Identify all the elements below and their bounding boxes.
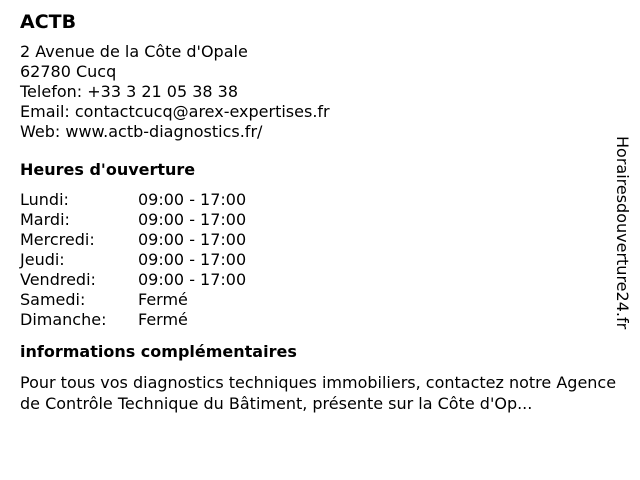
day-hours: 09:00 - 17:00 xyxy=(138,190,247,209)
day-label: Mercredi: xyxy=(20,230,95,249)
email-address: Email: contactcucq@arex-expertises.fr xyxy=(20,102,330,121)
day-label: Mardi: xyxy=(20,210,70,229)
website-address: Web: www.actb-diagnostics.fr/ xyxy=(20,122,263,141)
hours-row-thursday xyxy=(20,250,620,270)
day-hours: Fermé xyxy=(138,310,188,329)
day-hours: 09:00 - 17:00 xyxy=(138,230,247,249)
day-hours: 09:00 - 17:00 xyxy=(138,270,247,289)
day-label: Vendredi: xyxy=(20,270,96,289)
opening-hours-title: Heures d'ouverture xyxy=(20,160,196,179)
day-label: Lundi: xyxy=(20,190,69,209)
day-hours: Fermé xyxy=(138,290,188,309)
opening-hours-list xyxy=(20,190,620,330)
hours-row-monday xyxy=(20,190,620,210)
site-watermark: Horairesdouverture24.fr xyxy=(613,136,632,330)
address-line-2: 62780 Cucq xyxy=(20,62,117,81)
day-hours: 09:00 - 17:00 xyxy=(138,210,247,229)
business-name: ACTB xyxy=(20,11,77,33)
hours-row-wednesday xyxy=(20,230,620,250)
hours-row-saturday xyxy=(20,290,620,310)
additional-info-text: Pour tous vos diagnostics techniques immobiliers, contactez notre Agence de Contrôle Technique du Bâtiment, présente sur la Côte d'Op... xyxy=(20,373,617,413)
phone-number: Telefon: +33 3 21 05 38 38 xyxy=(20,82,239,101)
hours-row-tuesday xyxy=(20,210,620,230)
additional-info-title: informations complémentaires xyxy=(20,342,297,361)
day-label: Dimanche: xyxy=(20,310,107,329)
hours-row-friday xyxy=(20,270,620,290)
day-hours: 09:00 - 17:00 xyxy=(138,250,247,269)
address-line-1: 2 Avenue de la Côte d'Opale xyxy=(20,42,248,61)
business-card xyxy=(20,10,620,414)
day-label: Jeudi: xyxy=(20,250,65,269)
day-label: Samedi: xyxy=(20,290,86,309)
hours-row-sunday xyxy=(20,310,620,330)
